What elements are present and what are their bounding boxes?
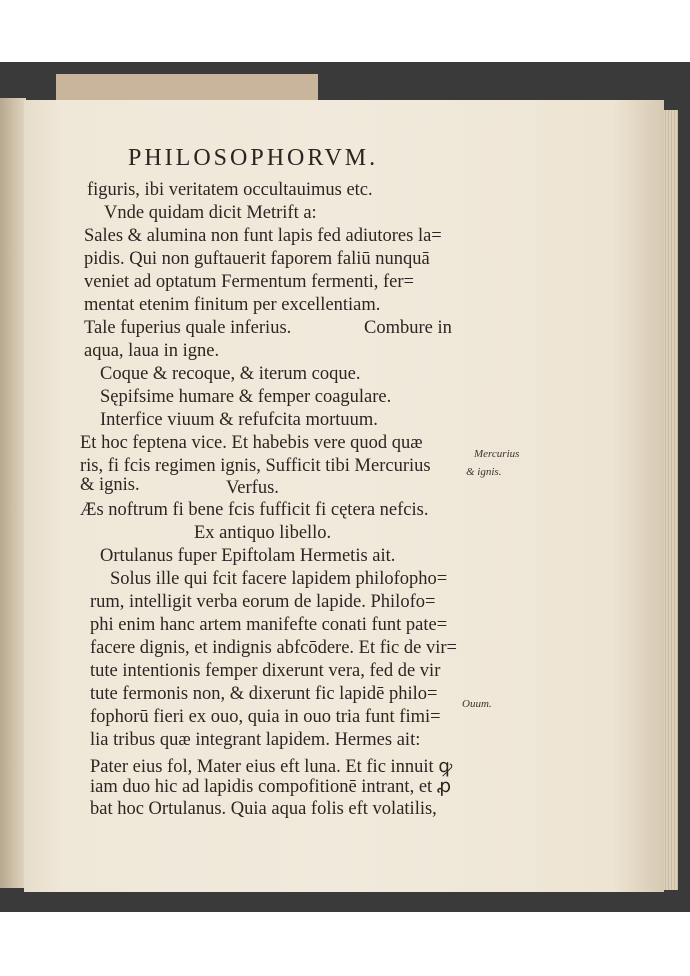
text-line: Verfus. xyxy=(226,478,279,498)
text-line: pidis. Qui non guftauerit faporem faliū nunquā xyxy=(84,249,430,269)
text-line: Sales & alumina non funt lapis fed adiutores la= xyxy=(84,226,442,246)
text-line: Interfice viuum & refufcita mortuum. xyxy=(100,410,378,430)
text-line: iam duo hic ad lapidis compofitionē intrant, et ꝓ xyxy=(90,777,452,797)
text-line: bat hoc Ortulanus. Quia aqua folis eft volatilis, xyxy=(90,799,437,819)
running-header: PHILOSOPHORVM. xyxy=(128,145,379,171)
facing-page-edge xyxy=(0,98,26,888)
text-line: Ortulanus fuper Epiftolam Hermetis ait. xyxy=(100,546,396,566)
text-line: Vnde quidam dicit Metrift a: xyxy=(104,203,317,223)
text-line: tute fermonis non, & dixerunt fic lapidē philo= xyxy=(90,684,438,704)
text-line: Tale fuperius quale inferius. xyxy=(84,318,292,338)
text-line: Et hoc feptena vice. Et habebis vere quod quæ xyxy=(80,433,423,453)
text-line: phi enim hanc artem manifefte conati funt pate= xyxy=(90,615,448,635)
text-line: Sępifsime humare & femper coagulare. xyxy=(100,387,392,407)
text-line: Ex antiquo libello. xyxy=(194,523,332,543)
text-line: veniet ad optatum Fermentum fermenti, fer= xyxy=(84,272,414,292)
text-line: facere dignis, et indignis abfcōdere. Et fic de vir= xyxy=(90,638,457,658)
margin-note: & ignis. xyxy=(466,466,502,478)
text-line: Coque & recoque, & iterum coque. xyxy=(100,364,361,384)
text-line: rum, intelligit verba eorum de lapide. Philofo= xyxy=(90,592,436,612)
text-line: fophorū fieri ex ouo, quia in ouo tria funt fimi= xyxy=(90,707,441,727)
margin-note: Ouum. xyxy=(462,698,492,710)
margin-note: Mercurius xyxy=(474,448,520,460)
text-line: Solus ille qui fcit facere lapidem philofopho= xyxy=(110,569,448,589)
text-line: lia tribus quæ integrant lapidem. Hermes ait: xyxy=(90,730,421,750)
text-line: mentat etenim finitum per excellentiam. xyxy=(84,295,381,315)
text-line: ris, fi fcis regimen ignis, Sufficit tibi Mercurius xyxy=(80,456,431,476)
text-line: tute intentionis femper dixerunt vera, fed de vir xyxy=(90,661,441,681)
text-line: Pater eius fol, Mater eius eft luna. Et fic innuit ꝙ xyxy=(90,757,453,777)
text-line: Combure in xyxy=(364,318,452,338)
text-line: figuris, ibi veritatem occultauimus etc. xyxy=(87,180,373,200)
text-line: & ignis. xyxy=(80,475,140,495)
text-line: Æs noftrum fi bene fcis fufficit fi cętera nefcis. xyxy=(80,500,429,520)
text-line: aqua, laua in igne. xyxy=(84,341,220,361)
